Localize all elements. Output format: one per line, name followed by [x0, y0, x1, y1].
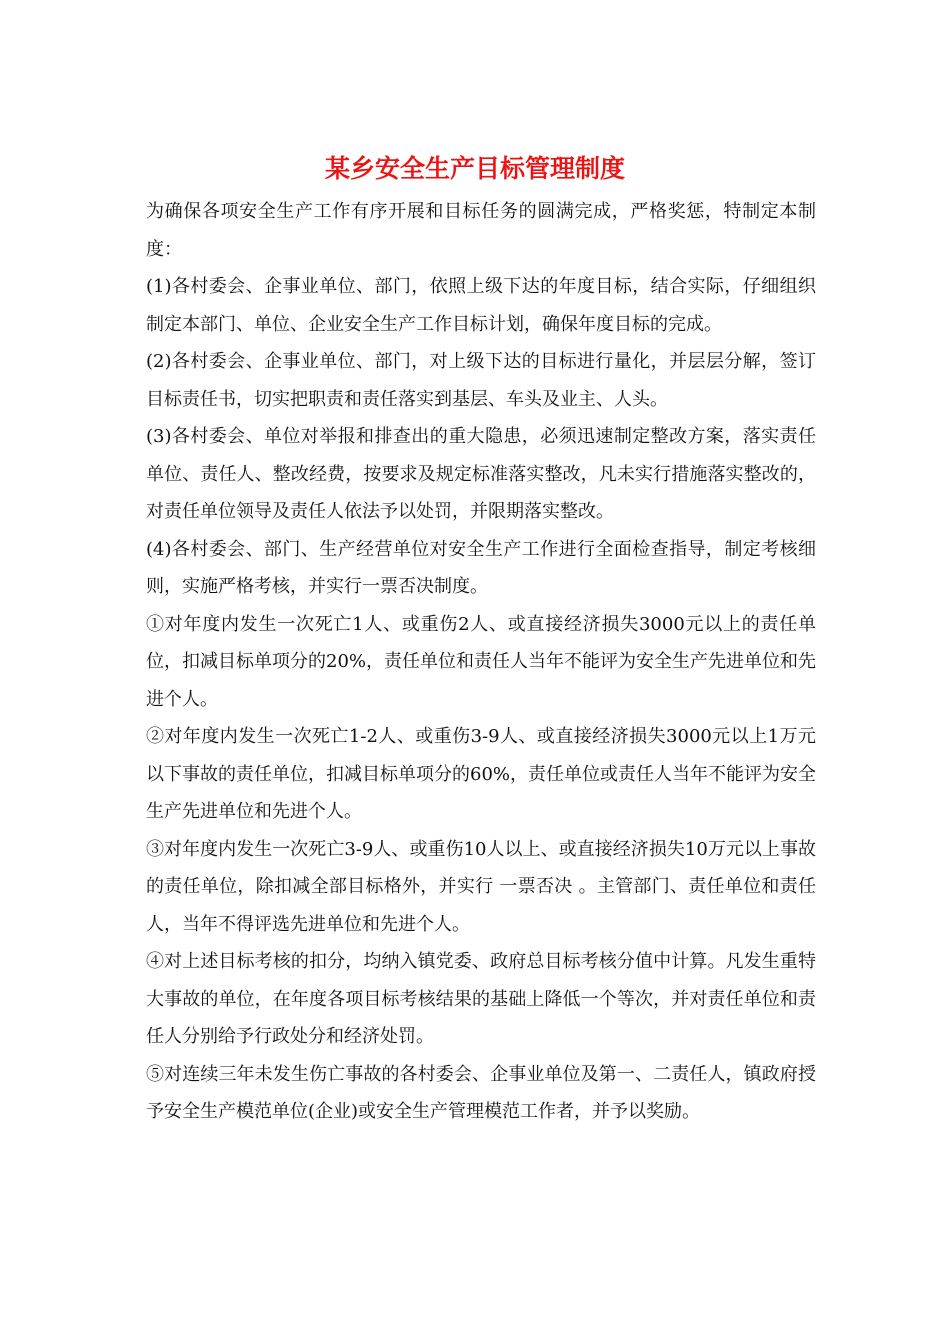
sub-clause-2: ②对年度内发生一次死亡1-2人、或重伤3-9人、或直接经济损失3000元以上1万元以下事故的责任单位，扣减目标单项分的60%，责任单位或责任人当年不能评为安全生产先进单位和先进个人。 [146, 726, 817, 822]
intro-paragraph: 为确保各项安全生产工作有序开展和目标任务的圆满完成，严格奖惩，特制定本制度： [146, 201, 816, 260]
sub-clause-1: ①对年度内发生一次死亡1人、或重伤2人、或直接经济损失3000元以上的责任单位，扣减目标单项分的20%，责任单位和责任人当年不能评为安全生产先进单位和先进个人。 [146, 613, 817, 710]
clause-1: (1)各村委会、企事业单位、部门，依照上级下达的年度目标，结合实际，仔细组织制定本部门、单位、企业安全生产工作目标计划，确保年度目标的完成。 [146, 276, 816, 335]
sub-clause-5: ⑤对连续三年未发生伤亡事故的各村委会、企事业单位及第一、二责任人，镇政府授予安全生产模范单位(企业)或安全生产管理模范工作者，并予以奖励。 [146, 1063, 816, 1122]
sub-clause-3: ③对年度内发生一次死亡3-9人、或重伤10人以上、或直接经济损失10万元以上事故的责任单位，除扣减全部目标格外，并实行 一票否决 。主管部门、责任单位和责任人，当年不得评选先进单位和先进个人。 [146, 838, 816, 935]
clause-4: (4)各村委会、部门、生产经营单位对安全生产工作进行全面检查指导，制定考核细则，实施严格考核，并实行一票否决制度。 [146, 538, 816, 597]
clause-3: (3)各村委会、单位对举报和排查出的重大隐患，必须迅速制定整改方案，落实责任单位、责任人、整改经费，按要求及规定标准落实整改，凡未实行措施落实整改的，对责任单位领导及责任人依法予以处罚，并限期落实整改。 [146, 426, 816, 522]
clause-2: (2)各村委会、企事业单位、部门，对上级下达的目标进行量化，并层层分解，签订目标责任书，切实把职责和责任落实到基层、车头及业主、人头。 [146, 351, 816, 410]
document-body [146, 193, 816, 1131]
sub-clause-4: ④对上述目标考核的扣分，均纳入镇党委、政府总目标考核分值中计算。凡发生重特大事故的单位，在年度各项目标考核结果的基础上降低一个等次，并对责任单位和责任人分别给予行政处分和经济处罚。 [146, 951, 816, 1047]
document-title: 某乡安全生产目标管理制度 [324, 154, 625, 183]
